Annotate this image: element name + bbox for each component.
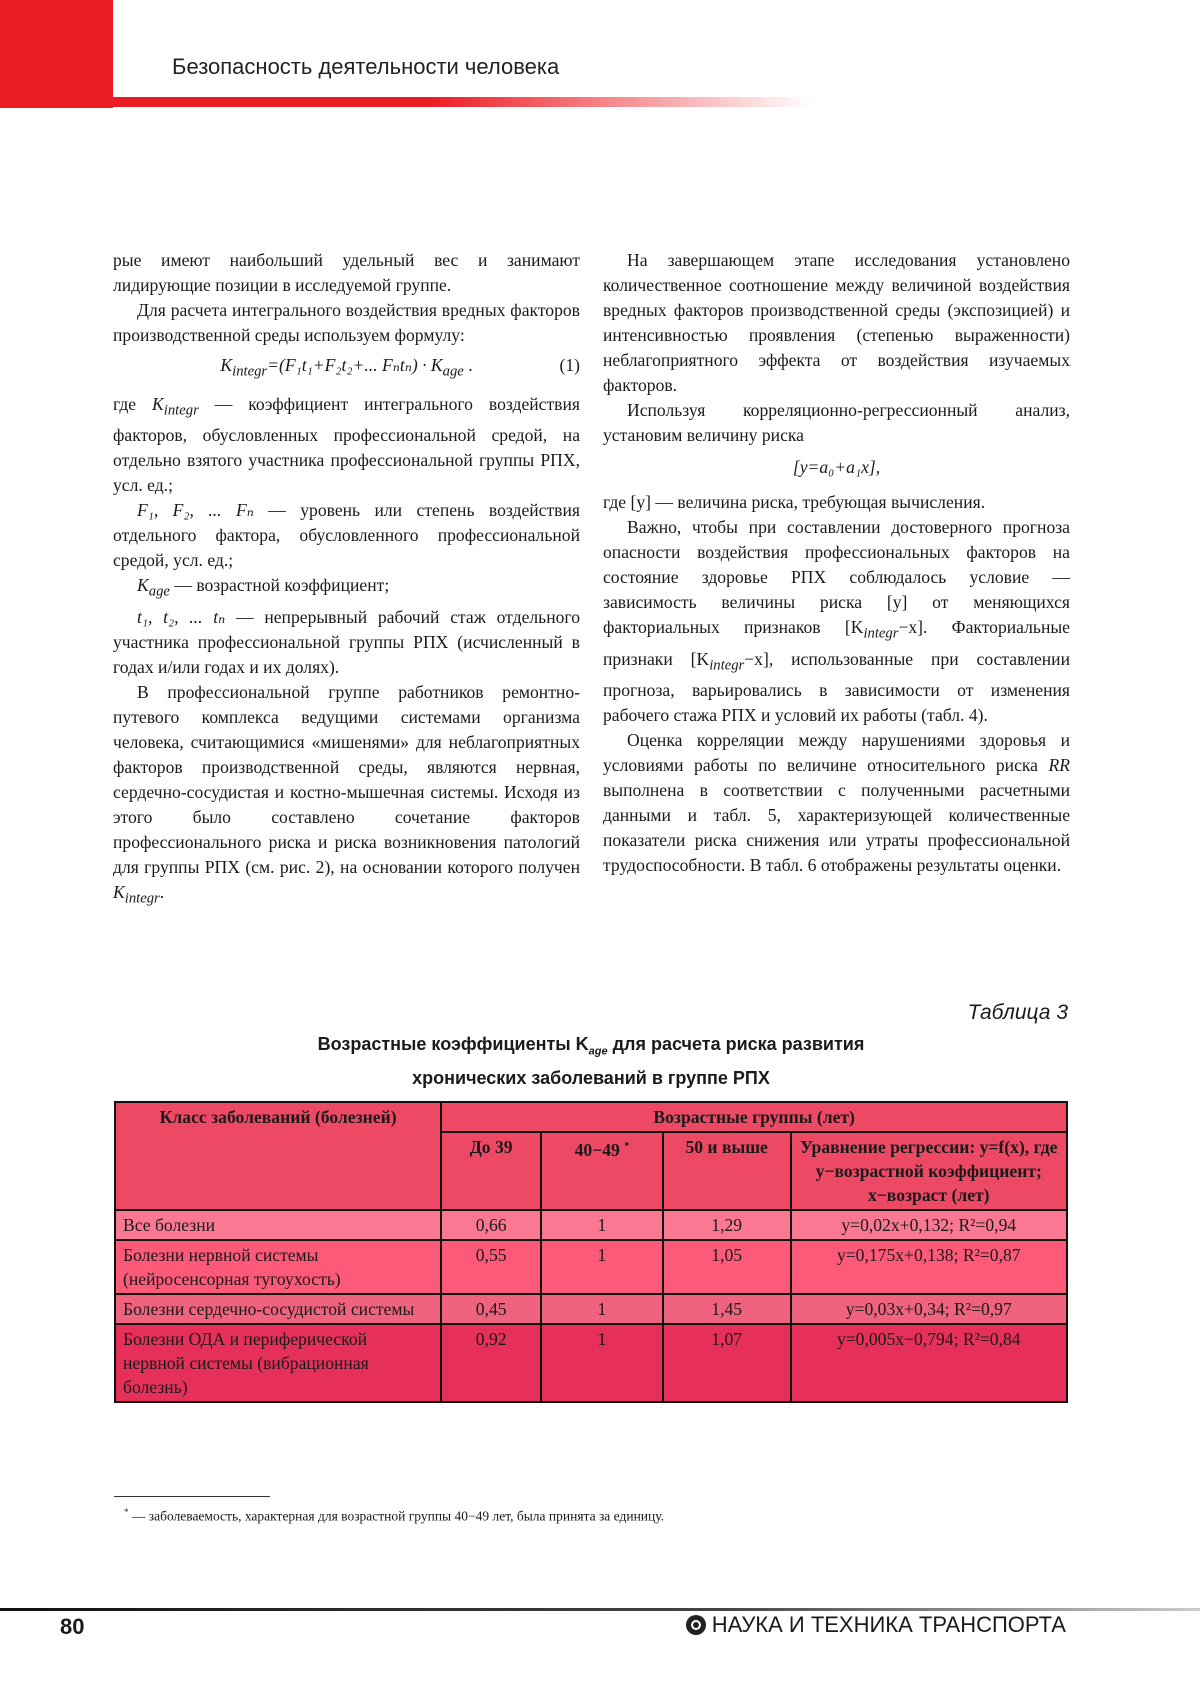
definition: t₁, t₂, ... tₙ — непрерывный рабочий стаж отдельного участника профессиональной группы РПХ (исчисленный в годах и/или годах и их долях). [113, 606, 580, 677]
table-row: Болезни сердечно-сосудистой системы 0,45 1 1,45 y=0,03x+0,34; R²=0,97 [115, 1294, 1067, 1324]
column-header: Уравнение регрессии: y=f(x), где y−возрастной коэффициент; x−возраст (лет) [791, 1132, 1067, 1210]
footer-rule [0, 1608, 1200, 1611]
journal-name: НАУКА И ТЕХНИКА ТРАНСПОРТА [711, 1612, 1066, 1637]
table-row: Все болезни 0,66 1 1,29 y=0,02x+0,132; R²=0,94 [115, 1210, 1067, 1240]
table-row: Болезни нервной системы (нейросенсорная тугоухость) 0,55 1 1,05 y=0,175x+0,138; R²=0,87 [115, 1240, 1067, 1294]
page-number: 80 [60, 1614, 85, 1639]
data-table [114, 1101, 1068, 1403]
table-title: Возрастные коэффициенты $K_{age}$ для расчета риска развития [317, 1034, 865, 1058]
table-caption: Таблица 3 [967, 1001, 1068, 1024]
definition: где $K_{integr}$ — коэффициент интегрального воздействия факторов, обусловленных профессиональной средой, на отдельно взятого участника профессиональной группы РПХ, усл. ед.; [113, 393, 580, 496]
paragraph: В профессиональной группе работников ремонтно-путевого комплекса ведущими системами организма человека, считающимися «мишенями» для неблагоприятных факторов производственной среды, являются нервная, сердечно-сосудистая и костно-мышечная системы. Исходя из этого было составлено сочетание факторов профессионального риска и риска возникновения патологий для группы РПХ (см. рис. 2), на основании которого получен $K_{integr}$. [113, 681, 580, 907]
table-title-line2: хронических заболеваний в группе РПХ [412, 1068, 770, 1088]
column-header: 50 и выше [663, 1132, 791, 1210]
formula-2: [y=a₀+a₁x], [792, 457, 881, 477]
paragraph: рые имеют наибольший удельный вес и занимают лидирующие позиции в исследуемой группе. [113, 250, 580, 295]
formula-1: $K_{integr}=(F_1t_1+F_2t_2+$... $F_nt_n) \cdot K_{age}$ . (1) [220, 355, 580, 380]
paragraph: Оценка корреляции между нарушениями здоровья и условиями работы по величине относительного риска RR выполнена в соответствии с полученными расчетными данными и табл. 5, характеризующей количественные показатели риска снижения или утраты профессиональной трудоспособности. В табл. 6 отображены результаты оценки. [603, 730, 1070, 876]
footnote-rule [114, 1496, 270, 1497]
column-header: 40−49 * [541, 1132, 663, 1210]
formula-number: (1) [559, 355, 580, 375]
running-header: Безопасность деятельности человека [172, 54, 560, 79]
column-header: Класс заболеваний (болезней) [115, 1102, 441, 1210]
paragraph: Используя корреляционно-регрессионный анализ, установим величину риска [603, 400, 1070, 445]
journal-brand [686, 1612, 1066, 1638]
definition: $K_{age}$ — возрастной коэффициент; [137, 575, 390, 600]
header-red-block [0, 0, 113, 108]
definition: F₁, F₂, ... Fₙ — уровень или степень воздействия отдельного фактора, обусловленного профессиональной средой, усл. ед.; [113, 500, 580, 571]
right-column [603, 248, 1070, 878]
column-header: До 39 [441, 1132, 541, 1210]
paragraph: Важно, чтобы при составлении достоверного прогноза опасности воздействия профессиональных факторов на состояние здоровье РПХ соблюдалось условие — зависимость величины риска [y] от меняющихся факториальных признаков $[K_{integr}-x]$. Факториальные признаки $[K_{integr}-x]$, использованные при составлении прогноза, варьировались в зависимости от изменения рабочего стажа РПХ и условий их работы (табл. 4). [603, 517, 1070, 726]
footnote: * — заболеваемость, характерная для возрастной группы 40−49 лет, была принята за единицу. [124, 1507, 665, 1524]
journal-logo-icon [686, 1615, 706, 1635]
column-header: Возрастные группы (лет) [441, 1102, 1067, 1132]
left-column [113, 248, 580, 911]
header-rule [113, 97, 813, 107]
paragraph: где [y] — величина риска, требующая вычисления. [603, 492, 986, 512]
table-row: Болезни ОДА и периферической нервной системы (вибрационная болезнь) 0,92 1 1,07 y=0,005x−0,794; R²=0,84 [115, 1324, 1067, 1402]
paragraph: Для расчета интегрального воздействия вредных факторов производственной среды используем формулу: [113, 300, 580, 345]
paragraph: На завершающем этапе исследования установлено количественное соотношение между величиной воздействия вредных факторов производственной среды (экспозицией) и интенсивностью проявления (степенью выраженности) неблагоприятного эффекта от воздействия изучаемых факторов. [603, 250, 1070, 395]
